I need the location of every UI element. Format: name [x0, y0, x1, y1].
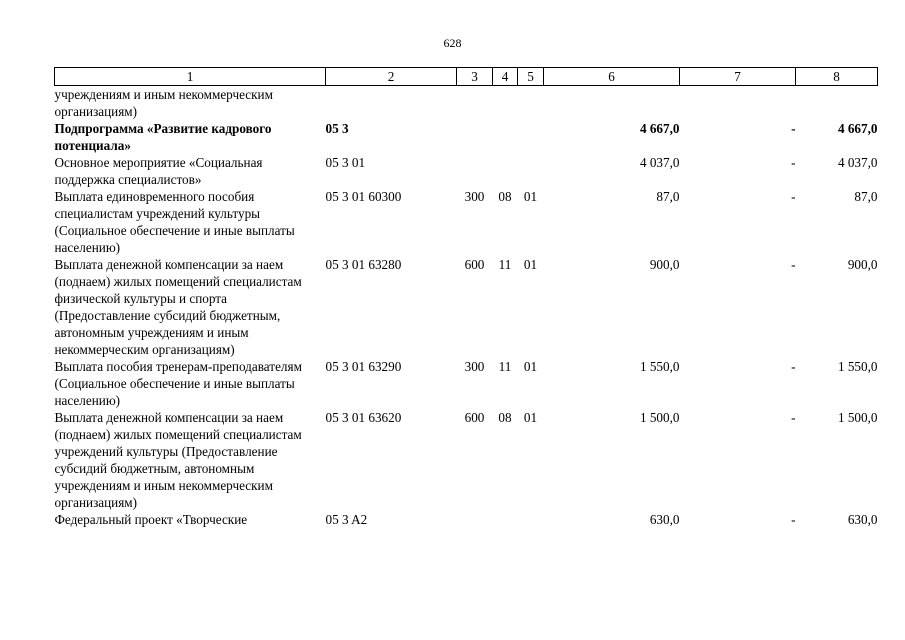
cell-target-code: 05 3 A2 — [325, 512, 368, 527]
cell-amount-col8: 87,0 — [854, 189, 878, 204]
cell-target-code: 05 3 — [325, 121, 349, 136]
cell-expense-type: 600 — [464, 257, 485, 272]
cell-subsection: 01 — [523, 410, 538, 425]
table-row — [55, 120, 878, 154]
cell-amount-col7: - — [791, 155, 796, 170]
table-row — [55, 188, 878, 256]
cell-name: Федеральный проект «Творческие — [54, 512, 248, 527]
table-header — [55, 68, 878, 86]
cell-name: Основное мероприятие «Социальная поддержка специалистов» — [54, 155, 263, 187]
header-col-7: 7 — [680, 68, 796, 86]
cell-amount-col7: - — [791, 410, 796, 425]
table-body — [55, 86, 878, 529]
cell-amount-col8: 4 037,0 — [837, 155, 878, 170]
cell-subsection — [518, 120, 544, 154]
cell-amount-col6: 900,0 — [649, 257, 680, 272]
header-col-4: 4 — [493, 68, 518, 86]
cell-amount-col7: - — [791, 512, 796, 527]
cell-section — [493, 154, 518, 188]
table-row — [55, 256, 878, 358]
cell-name: Подпрограмма «Развитие кадрового потенциала» — [54, 121, 272, 153]
cell-target-code: 05 3 01 63290 — [325, 359, 402, 374]
cell-amount-col6 — [544, 86, 680, 121]
cell-amount-col6: 87,0 — [656, 189, 680, 204]
cell-amount-col8: 1 500,0 — [837, 410, 878, 425]
cell-amount-col8 — [796, 86, 878, 121]
table-row — [55, 86, 878, 121]
cell-subsection — [518, 86, 544, 121]
cell-expense-type — [457, 154, 493, 188]
cell-amount-col8: 1 550,0 — [837, 359, 878, 374]
header-col-5: 5 — [518, 68, 544, 86]
cell-amount-col6: 1 550,0 — [639, 359, 680, 374]
cell-name: Выплата пособия тренерам-преподавателям (Социальное обеспечение и иные выплаты населению) — [54, 359, 302, 408]
cell-name: Выплата единовременного пособия специалистам учреждений культуры (Социальное обеспечение и иные выплаты населению) — [54, 189, 295, 255]
cell-amount-col6: 4 037,0 — [639, 155, 680, 170]
header-col-6: 6 — [544, 68, 680, 86]
table-row — [55, 154, 878, 188]
cell-section: 08 — [498, 410, 512, 425]
cell-amount-col6: 1 500,0 — [639, 410, 680, 425]
cell-target-code — [326, 86, 457, 121]
cell-expense-type: 300 — [464, 189, 485, 204]
cell-subsection — [518, 154, 544, 188]
table-row — [55, 409, 878, 511]
cell-target-code: 05 3 01 63620 — [325, 410, 402, 425]
cell-amount-col6: 630,0 — [649, 512, 680, 527]
cell-section — [493, 511, 518, 528]
cell-amount-col7: - — [791, 189, 796, 204]
cell-amount-col7: - — [791, 359, 796, 374]
cell-target-code: 05 3 01 — [325, 155, 366, 170]
header-row — [55, 68, 878, 86]
header-col-8: 8 — [796, 68, 878, 86]
header-col-3: 3 — [457, 68, 493, 86]
cell-section: 11 — [498, 359, 512, 374]
cell-expense-type — [457, 86, 493, 121]
header-col-2: 2 — [326, 68, 457, 86]
cell-subsection: 01 — [523, 189, 538, 204]
cell-amount-col8: 900,0 — [847, 257, 878, 272]
table-row — [55, 358, 878, 409]
cell-amount-col7 — [680, 86, 796, 121]
cell-target-code: 05 3 01 60300 — [325, 189, 402, 204]
cell-section — [493, 86, 518, 121]
cell-subsection: 01 — [523, 359, 538, 374]
cell-expense-type: 600 — [464, 410, 485, 425]
page-number: 628 — [443, 36, 462, 50]
cell-expense-type: 300 — [464, 359, 485, 374]
header-col-1: 1 — [55, 68, 326, 86]
cell-expense-type — [457, 511, 493, 528]
cell-amount-col7: - — [791, 257, 796, 272]
cell-section: 08 — [498, 189, 512, 204]
cell-amount-col7: - — [791, 121, 796, 136]
cell-name: Выплата денежной компенсации за наем (поднаем) жилых помещений специалистам физической культуры и спорта (Предоставление субсидий бюджетным, автономным учреждениям и иным некоммерческим организациям) — [54, 257, 302, 357]
cell-expense-type — [457, 120, 493, 154]
budget-table — [54, 67, 878, 528]
cell-subsection: 01 — [523, 257, 538, 272]
cell-name: Выплата денежной компенсации за наем (поднаем) жилых помещений специалистам учреждений культуры (Предоставление субсидий бюджетным, автономным учреждениям и иным некоммерческим организациям) — [54, 410, 302, 510]
cell-amount-col6: 4 667,0 — [639, 121, 680, 136]
cell-section — [493, 120, 518, 154]
table-row — [55, 511, 878, 528]
cell-subsection — [518, 511, 544, 528]
cell-amount-col8: 630,0 — [847, 512, 878, 527]
cell-target-code: 05 3 01 63280 — [325, 257, 402, 272]
cell-section: 11 — [498, 257, 512, 272]
cell-amount-col8: 4 667,0 — [837, 121, 878, 136]
cell-name: учреждениям и иным некоммерческим организациям) — [54, 87, 273, 119]
